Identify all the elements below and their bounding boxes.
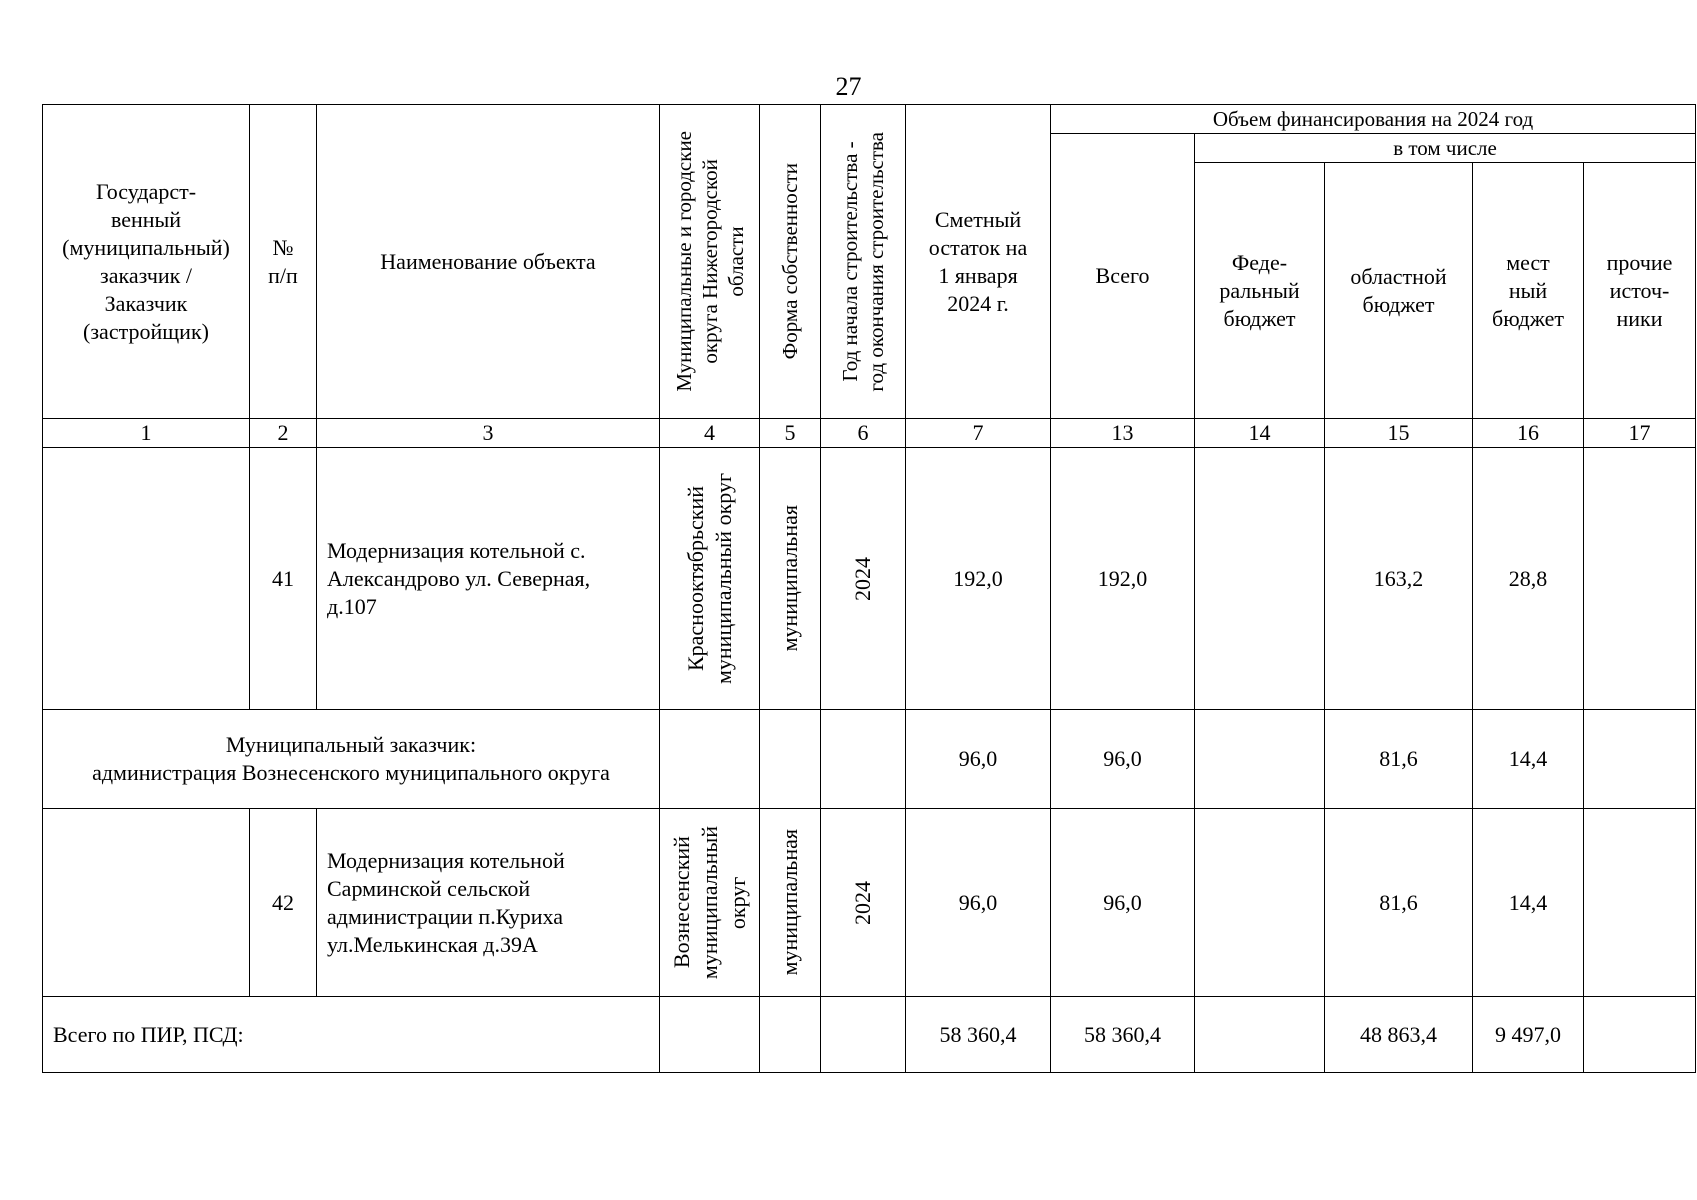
header-federal: Феде- ральный бюджет: [1195, 163, 1325, 419]
empty-cell: [821, 997, 906, 1073]
column-number-row: [43, 419, 1696, 448]
row-local: 28,8: [1473, 448, 1584, 710]
column-number: 1: [43, 419, 250, 448]
totals-regional: 48 863,4: [1325, 997, 1473, 1073]
row-federal: [1195, 448, 1325, 710]
group-regional: 81,6: [1325, 710, 1473, 809]
header-total: Всего: [1051, 134, 1195, 419]
column-number: 15: [1325, 419, 1473, 448]
totals-local: 9 497,0: [1473, 997, 1584, 1073]
group-local: 14,4: [1473, 710, 1584, 809]
row-year: 2024: [821, 448, 906, 710]
empty-cell: [760, 997, 821, 1073]
column-number: 7: [906, 419, 1051, 448]
row-total: 96,0: [1051, 809, 1195, 997]
group-balance: 96,0: [906, 710, 1051, 809]
group-total: 96,0: [1051, 710, 1195, 809]
column-number: 2: [250, 419, 317, 448]
header-including: в том числе: [1195, 134, 1696, 163]
row-total: 192,0: [1051, 448, 1195, 710]
row-ownership: муниципальная: [760, 809, 821, 997]
row-municipality: Вознесенский муниципальный округ: [660, 809, 760, 997]
row-object-name: Модернизация котельной Сарминской сельской администрации п.Куриха ул.Мелькинская д.39А: [317, 809, 660, 997]
row-ownership: муниципальная: [760, 448, 821, 710]
customer-group-label: Муниципальный заказчик: администрация Вознесенского муниципального округа: [43, 710, 660, 809]
empty-cell: [760, 710, 821, 809]
row-customer-cell: [43, 809, 250, 997]
column-number: 5: [760, 419, 821, 448]
row-balance: 192,0: [906, 448, 1051, 710]
empty-cell: [660, 710, 760, 809]
totals-other: [1584, 997, 1696, 1073]
header-estimate-balance: Сметный остаток на 1 января 2024 г.: [906, 105, 1051, 419]
column-number: 4: [660, 419, 760, 448]
column-number: 6: [821, 419, 906, 448]
group-other: [1584, 710, 1696, 809]
page-number: 27: [835, 72, 862, 101]
header-object-name: Наименование объекта: [317, 105, 660, 419]
row-year: 2024: [821, 809, 906, 997]
row-num: 42: [250, 809, 317, 997]
column-number: 13: [1051, 419, 1195, 448]
totals-row: [43, 997, 1696, 1073]
financing-table: [42, 104, 1696, 1073]
totals-federal: [1195, 997, 1325, 1073]
column-number: 17: [1584, 419, 1696, 448]
header-customer: Государст- венный (муниципальный) заказчик / Заказчик (застройщик): [43, 105, 250, 419]
row-regional: 163,2: [1325, 448, 1473, 710]
header-other: прочие источ- ники: [1584, 163, 1696, 419]
row-num: 41: [250, 448, 317, 710]
header-ownership: Форма собственности: [760, 105, 821, 419]
table-row: [43, 448, 1696, 710]
header-regional: областной бюджет: [1325, 163, 1473, 419]
header-municipalities: Муниципальные и городские округа Нижегородской области: [660, 105, 760, 419]
header-financing-title: Объем финансирования на 2024 год: [1051, 105, 1696, 134]
column-number: 3: [317, 419, 660, 448]
totals-total: 58 360,4: [1051, 997, 1195, 1073]
row-customer-cell: [43, 448, 250, 710]
column-number: 14: [1195, 419, 1325, 448]
column-number: 16: [1473, 419, 1584, 448]
row-other: [1584, 448, 1696, 710]
row-object-name: Модернизация котельной с. Александрово ул. Северная, д.107: [317, 448, 660, 710]
row-federal: [1195, 809, 1325, 997]
header-num: № п/п: [250, 105, 317, 419]
table-row: [43, 809, 1696, 997]
empty-cell: [660, 997, 760, 1073]
header-years: Год начала строительства - год окончания строительства: [821, 105, 906, 419]
row-local: 14,4: [1473, 809, 1584, 997]
header-local: мест ный бюджет: [1473, 163, 1584, 419]
group-federal: [1195, 710, 1325, 809]
row-municipality: Краснооктябрьский муниципальный округ: [660, 448, 760, 710]
empty-cell: [821, 710, 906, 809]
row-other: [1584, 809, 1696, 997]
row-balance: 96,0: [906, 809, 1051, 997]
customer-group-row: [43, 710, 1696, 809]
row-regional: 81,6: [1325, 809, 1473, 997]
totals-label: Всего по ПИР, ПСД:: [43, 997, 660, 1073]
totals-balance: 58 360,4: [906, 997, 1051, 1073]
